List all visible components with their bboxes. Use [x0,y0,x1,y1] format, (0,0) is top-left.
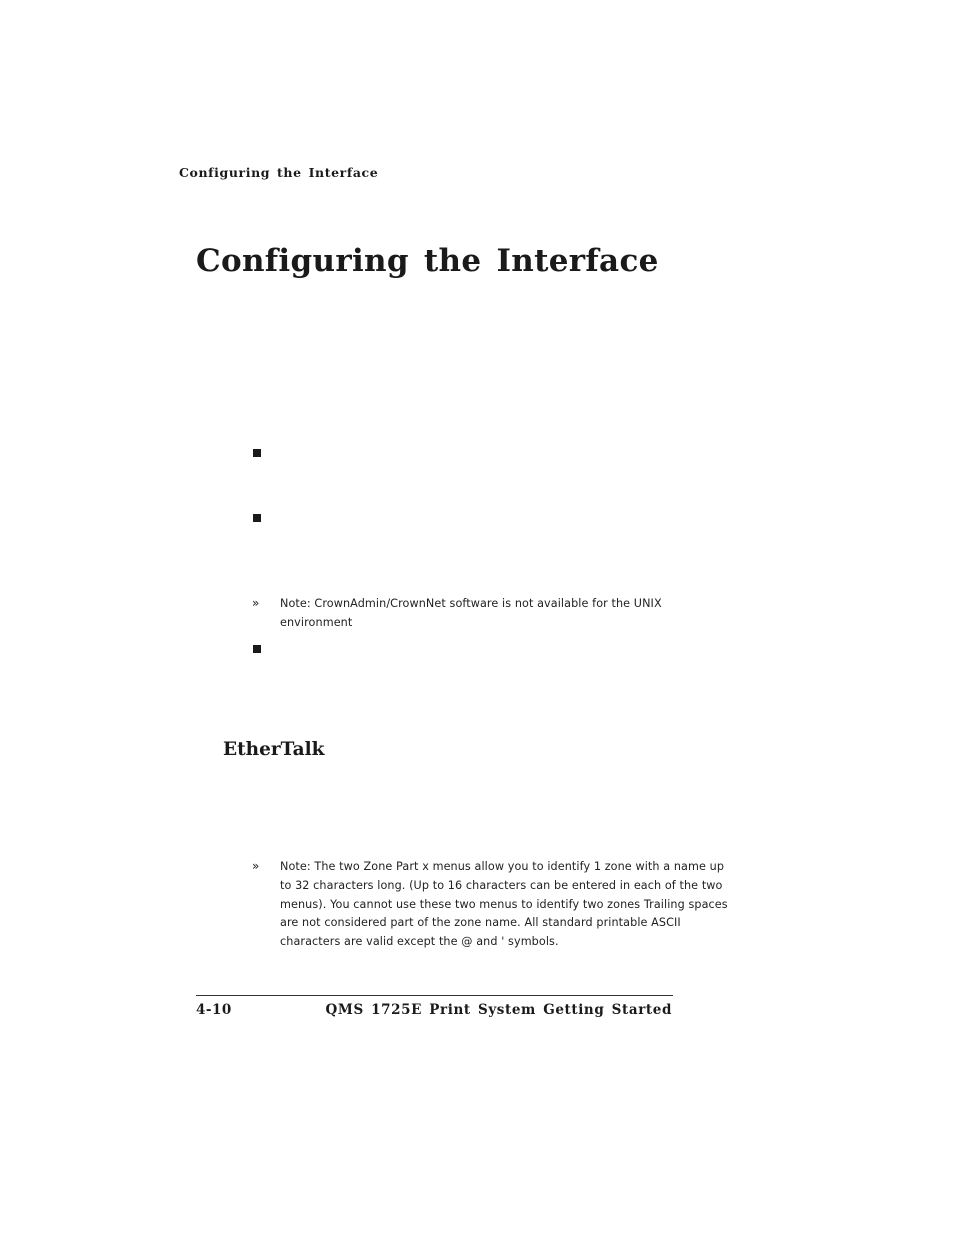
bullet-marker-3 [253,645,261,653]
note-unix: Note: CrownAdmin/CrownNet software is not available for the UNIX environment [280,597,662,629]
bullet-marker-2 [253,514,261,522]
running-header: Configuring the Interface [179,165,379,180]
section-heading-ethertalk: EtherTalk [223,739,325,760]
bullet-marker-1 [253,449,261,457]
note-zone-part: Note: The two Zone Part x menus allow you to identify 1 zone with a name up to 32 characters long. (Up to 16 characters can be entered in each of the two menus). You cannot use these two menus to identify two zones Trailing spaces are not considered part of the zone name. All standard printable ASCII characters are valid except the @ and ' symbols. [280,860,728,949]
footer-book-title: QMS 1725E Print System Getting Started [325,1002,672,1018]
page-number: 4-10 [196,1002,232,1018]
note-marker-icon: » [252,596,260,610]
page-title: Configuring the Interface [196,243,659,279]
footer-rule [196,995,673,996]
note-marker-icon: » [252,859,260,873]
